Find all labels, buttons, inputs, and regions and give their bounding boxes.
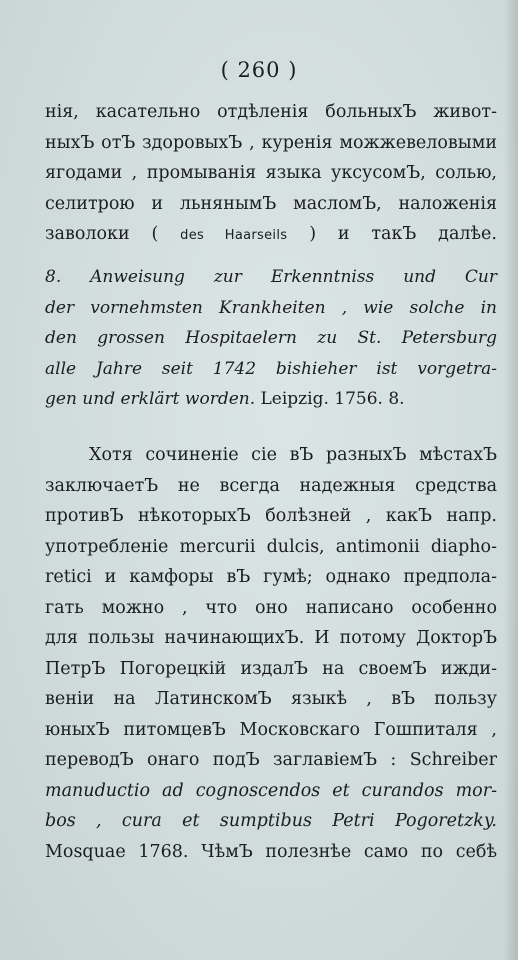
text-fragment-roman: Leipzig. 1756. 8. [260, 389, 405, 409]
text-line-italic: bos , cura et sumptibus Petri Pogoretzky. [45, 811, 497, 831]
text-line: alle Jahre seit 1742 bishieher ist vorgetra- [45, 358, 497, 379]
paragraph-3 [45, 440, 497, 867]
text-fragment: заволоки ( [45, 224, 159, 244]
text-line: ягодами , промыванія языка уксусомЪ, солью, [45, 163, 497, 183]
text-line: для пользы начинающихЪ. И потому ДокторЪ [45, 628, 497, 648]
text-line: Mosquae 1768. ЧѣмЪ полезнѣе само по себѣ [45, 841, 497, 862]
text-line: гать можно , что оно написано особенно [45, 597, 497, 618]
text-line: веніи на ЛатинскомЪ языкѣ , вЪ пользу [45, 689, 497, 709]
text-line-last [45, 384, 497, 415]
text-line: ПетрЪ Погорецкій издалЪ на своемЪ ижди- [45, 658, 497, 679]
text-line: ныхЪ отЪ здоровыхЪ , куренія можжевеловыми [45, 132, 497, 153]
text-line-indented: Хотя сочиненіе сіе вЪ разныхЪ мѣстахЪ [89, 445, 497, 465]
paragraph-1 [45, 97, 497, 250]
text-line: заключаетЪ не всегда надежныя средства [45, 475, 497, 496]
page-edge-shadow [504, 0, 518, 960]
text-line: нія, касательно отдѣленія больныхЪ живот- [45, 102, 497, 122]
text-line: retici и камфоры вЪ гумѣ; однако предпола- [45, 567, 497, 587]
page-number: ( 260 ) [220, 58, 298, 82]
text-line: 8. Anweisung zur Erkenntniss und Cur [45, 267, 497, 287]
text-line-last [45, 219, 497, 250]
text-fragment-italic: gen und erklärt worden. [45, 389, 256, 409]
text-line: употребленіе mercurii dulcis, antimonii diapho- [45, 536, 497, 557]
text-line: переводЪ онаго подЪ заглавіемЪ : Schreiber [45, 750, 497, 770]
text-line: селитрою и льнянымЪ масломЪ, наложенія [45, 193, 497, 214]
text-line: юныхЪ питомцевЪ Московскаго Гошпиталя , [45, 719, 497, 740]
text-line: den grossen Hospitaelern zu St. Petersburg [45, 328, 497, 348]
text-line: der vornehmsten Krankheiten , wie solche in [45, 297, 497, 318]
text-line-italic: manuductio ad cognoscendos et curandos mor- [45, 780, 497, 801]
paragraph-2-citation [45, 262, 497, 415]
text-line: противЪ нѣкоторыхЪ болѣзней , какЪ напр. [45, 506, 497, 526]
text-fragment: ) и такЪ далѣе. [309, 224, 497, 244]
blackletter-phrase: des Haarseils [180, 228, 288, 243]
